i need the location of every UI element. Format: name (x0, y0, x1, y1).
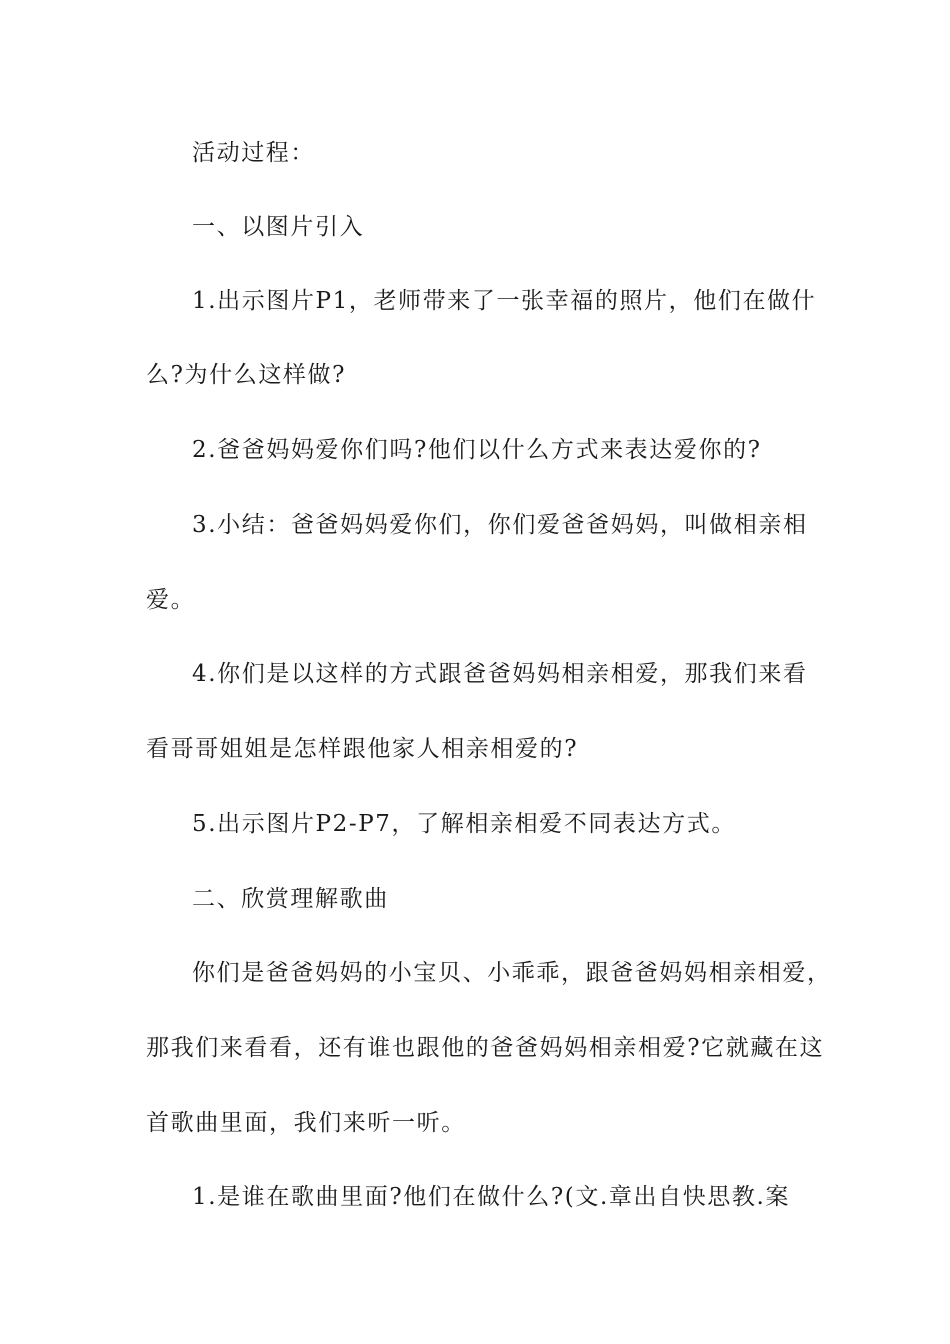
paragraph-line: 3.小结：爸爸妈妈爱你们，你们爱爸爸妈妈，叫做相亲相 (192, 512, 808, 538)
paragraph-line: 看哥哥姐姐是怎样跟他家人相亲相爱的? (146, 736, 579, 762)
paragraph-line: 么?为什么这样做? (146, 362, 347, 388)
paragraph-line: 活动过程： (192, 140, 315, 166)
section-heading: 二、欣赏理解歌曲 (192, 886, 389, 912)
paragraph-line: 2.爸爸妈妈爱你们吗?他们以什么方式来表达爱你的? (192, 437, 762, 463)
paragraph-line: 4.你们是以这样的方式跟爸爸妈妈相亲相爱，那我们来看 (192, 661, 808, 687)
paragraph-line: 1.出示图片P1，老师带来了一张幸福的照片，他们在做什 (192, 288, 817, 314)
paragraph-line: 爱。 (146, 587, 196, 613)
paragraph-line: 5.出示图片P2-P7，了解相亲相爱不同表达方式。 (192, 811, 736, 837)
paragraph-line: 1.是谁在歌曲里面?他们在做什么?(文.章出自快思教.案 (192, 1184, 791, 1210)
paragraph-line: 首歌曲里面，我们来听一听。 (146, 1110, 466, 1136)
paragraph-line: 那我们来看看，还有谁也跟他的爸爸妈妈相亲相爱?它就藏在这 (146, 1035, 825, 1061)
paragraph-line: 你们是爸爸妈妈的小宝贝、小乖乖，跟爸爸妈妈相亲相爱， (192, 960, 832, 986)
section-heading: 一、以图片引入 (192, 214, 365, 240)
